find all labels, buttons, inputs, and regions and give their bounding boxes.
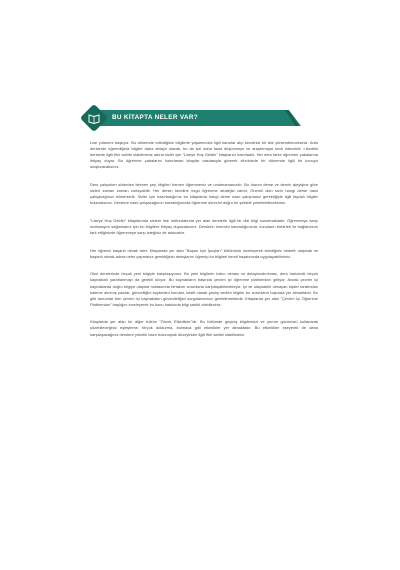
paragraph-online-platforms: Okul derslerinde birçok yeni bilgiyle karşılaşıyoruz. Bu yeni bilgilerin kalıcı olması ve detaylandırılması, ders haricinde birçok kaynaktan yararlanmayı da gerekli kılıyor. Bu kaynakların başında çevrim içi öğrenme platformları geliyor. Ancak çevrim içi kaynaklarda doğru bilgiye ulaşma noktasında birtakım sorunlarla karşılaşabilmekteyiz. İyi ve ulaşılabilir olmayan kişiler tarafından kaleme alınmış yazılar, güncelliğini kaybeden konular, kesifi olarak yanlış verilen bilgiler bu sorunların başında yer almaktadır. Bu gibi durumlar tüm çevrim içi kaynakların güvenilirliğini sorgulamamızı gerektirmektedir. Kitaplarda yer alan "Çevrim İçi Öğrenme Platformları" başlığını inceleyerek bu konu hakkında bilgi sahibi olabilirsiniz. (90, 271, 318, 307)
paragraph-study-strategies: Ders çalışırken sizlerden istenen şey, bilgileri hemen öğrenmeniz ve unutmamanızdır. Bu durum derse ve dersin işleyişine göre sizleri zaman zaman zorlayabilir. Her dersin kendine özgü öğrenme stratejisi vardır. Önemli olan sizin hangi derse nasıl çalışacağınızı bilmenizdir. Sizler için hazırladığımız bu kitaplarda hangi derse nasıl çalışmanız gerektiğiyle ilgili faydalı bilgiler bulacaksınız. Derslere nasıl çalışacağınızı kavradığınızda öğrenme sürecini doğru bir şekilde yönetebileceksiniz. (90, 181, 318, 206)
section-header (70, 108, 330, 128)
book-icon (88, 112, 100, 124)
body-text (90, 140, 318, 349)
paragraph-success-tips: Her öğrenci başarılı olmak ister. Kitaplarda yer alan "Başarı İçin İpuçları" bölümünü inceleyerek istediğiniz hedefe ulaşmak ve başarılı olmak adına neler yapmanız gerektiğinin detaylarını öğrenip bu bilgileri kendi hayatınızda uygulayabilirsiniz. (90, 247, 318, 259)
paragraph-intro: Lise yıllarınız başlıyor. Bu dönemde edindiğiniz bilgilerle yaşamınızla ilgili kararlar alıp kendinizi bir iste yönlendireceksiniz. Artık derslerde öğrendiğiniz bilgiler daha detaylı olacak, bu da sizi daha fazla düşünmeye ve araştırmaya sevk edecektir. Lisedeki derslerle ilgili fikir sahibi olabilmeniz adına sizler için "Liseye Hoş Geldin" kitaplarını hazırladık. Her ders farklı öğrenme çabalarına ihtiyaç duyar. Bu öğrenme çabalarını hazırlanan kitaplar vasıtasıyla görerek zihninizde bir dönemde ilgili bir konuyu oluşturacaksınız. (90, 140, 318, 170)
paragraph-sample-activities: Kitaplarda yer alan bir diğer bölüm "Örnek Etkinlikler"dir. Bu bölümde geçmiş bilgilerinizi ve yorum gücünüzü kullanarak çözebileceğiniz eşleştirme, bi̇rçok doldurma, bulmaca gibi etkinlikler yer almaktadır. Bu etkinlikler eşeyerek de daha karşılaşacağınız derslere yönelik hazır bulunuşluk düzeyinizle ilgili fikir sahibi olabilirsiniz. (90, 319, 318, 337)
paragraph-curriculum: "Liseye Hoş Geldin" kitaplarında sizlere lise müfredatında yer alan derslerle ilgili bir dizi bilgi sunulmaktadır. Öğrenmeye karşı motivasyon sağlamanız için bu bilgilere ihtiyaç duyacaksınız. Derslerin önemini kavradığınızda, konuların birbirleri ile bağlantısını fark ettiğinizde öğrenmeye karşı isteğiniz de artacaktır. (90, 217, 318, 236)
page-title: BU KİTAPTA NELER VAR? (112, 114, 198, 121)
